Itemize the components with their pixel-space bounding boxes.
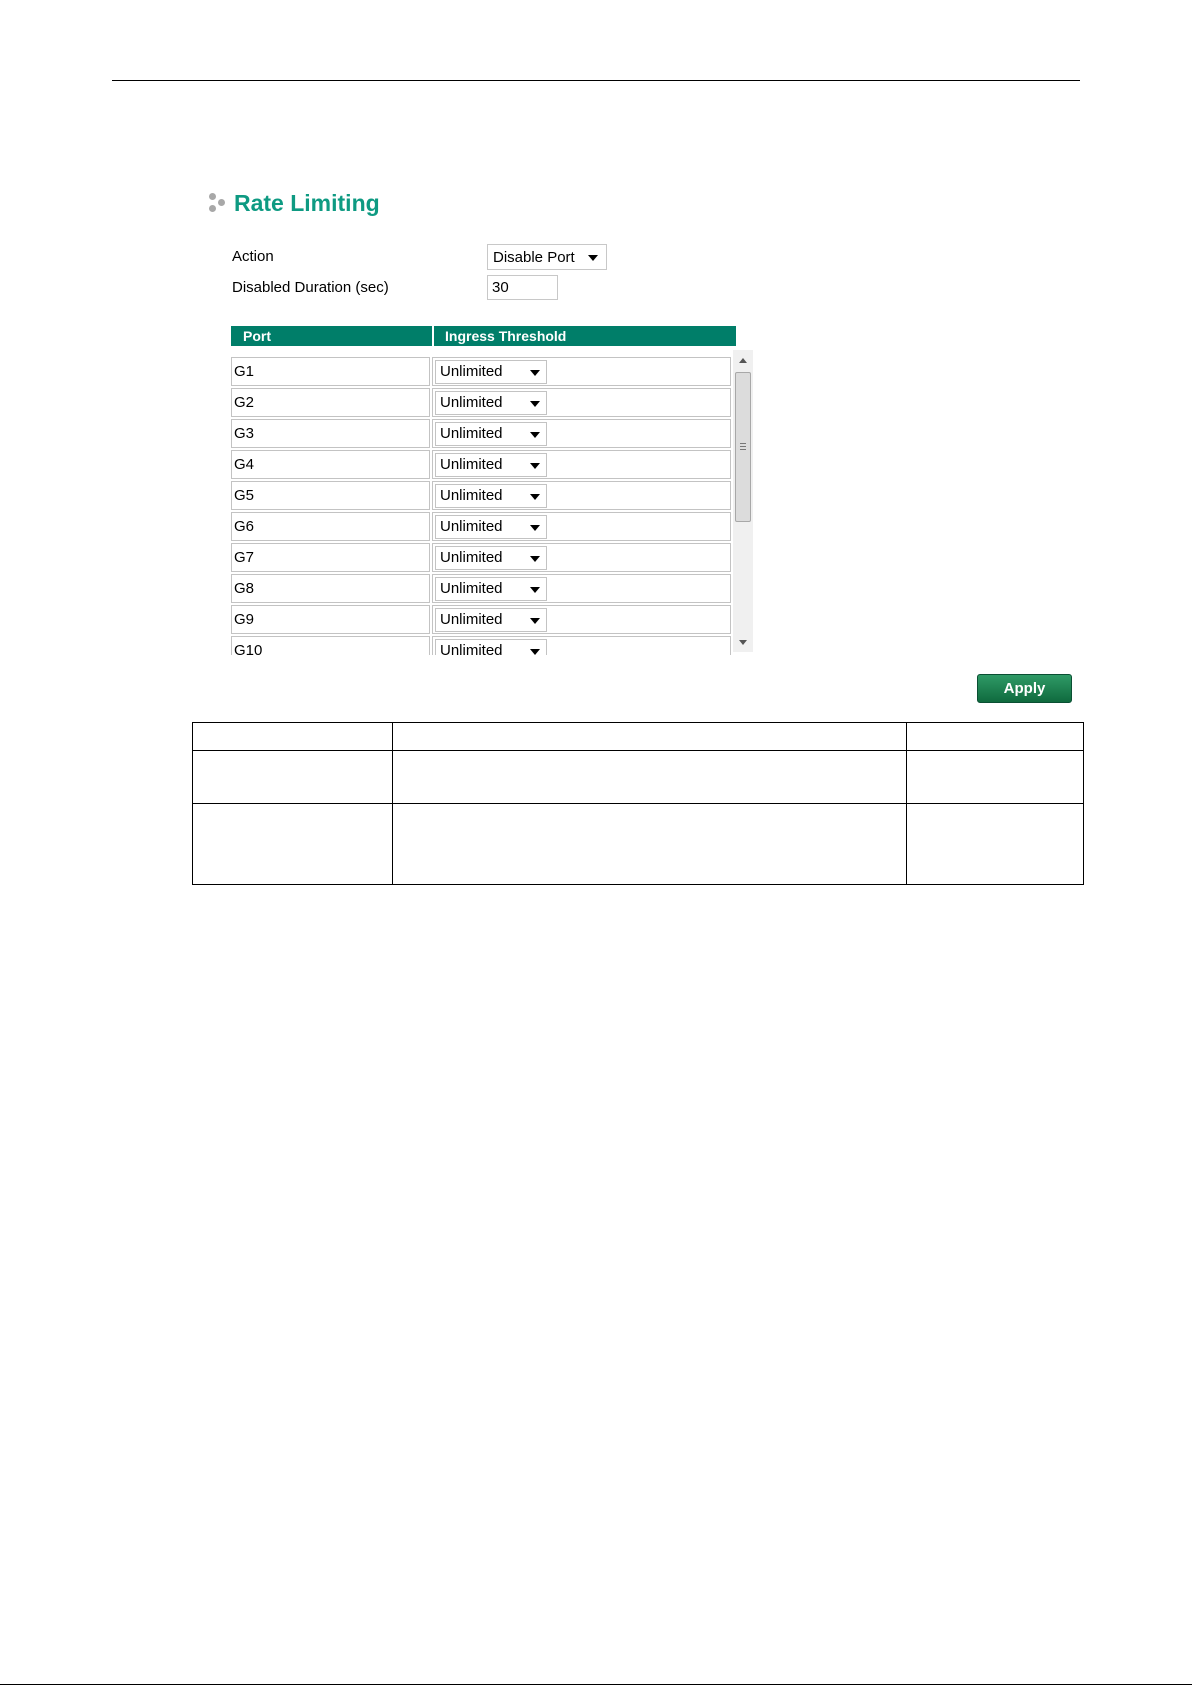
- grid-row: [231, 605, 731, 636]
- header-separator: [432, 326, 434, 346]
- table-cell: [907, 804, 1084, 885]
- port-cell: G9: [231, 605, 430, 634]
- title-dots-icon: [207, 191, 231, 215]
- threshold-cell: [432, 481, 731, 510]
- threshold-select[interactable]: [435, 515, 547, 539]
- grid-row: [231, 419, 731, 450]
- threshold-cell: [432, 636, 731, 655]
- threshold-select[interactable]: [435, 360, 547, 384]
- table-cell: [393, 723, 907, 751]
- action-select-value: Disable Port: [493, 248, 575, 266]
- port-cell: G4: [231, 450, 430, 479]
- panel-header: [207, 186, 380, 220]
- threshold-cell: [432, 388, 731, 417]
- action-select[interactable]: [487, 244, 607, 270]
- grid-row: [231, 574, 731, 605]
- grid-row: [231, 388, 731, 419]
- grid-row: [231, 512, 731, 543]
- threshold-select[interactable]: [435, 546, 547, 570]
- grid-row: [231, 450, 731, 481]
- threshold-select[interactable]: [435, 577, 547, 601]
- grid-scrollbar[interactable]: [733, 350, 753, 652]
- grip-icon: [740, 443, 746, 444]
- port-cell: G7: [231, 543, 430, 572]
- duration-input[interactable]: [487, 275, 558, 300]
- threshold-column-header: Ingress Threshold: [445, 328, 567, 344]
- grid-row: [231, 543, 731, 574]
- threshold-cell: [432, 543, 731, 572]
- chevron-down-icon: [530, 494, 540, 500]
- duration-label: Disabled Duration (sec): [232, 279, 389, 296]
- table-cell: [393, 804, 907, 885]
- threshold-select-value: Unlimited: [440, 518, 503, 535]
- grid-row: [231, 357, 731, 388]
- threshold-select[interactable]: [435, 453, 547, 477]
- threshold-select[interactable]: [435, 484, 547, 508]
- chevron-down-icon: [530, 401, 540, 407]
- threshold-grid[interactable]: [231, 350, 731, 655]
- threshold-select-value: Unlimited: [440, 456, 503, 473]
- port-cell: G3: [231, 419, 430, 448]
- threshold-cell: [432, 357, 731, 386]
- chevron-down-icon: [530, 587, 540, 593]
- grid-row: [231, 481, 731, 512]
- port-cell: G5: [231, 481, 430, 510]
- threshold-cell: [432, 605, 731, 634]
- chevron-down-icon: [530, 370, 540, 376]
- chevron-down-icon: [530, 618, 540, 624]
- port-cell: G2: [231, 388, 430, 417]
- table-cell: [193, 804, 393, 885]
- port-cell: G1: [231, 357, 430, 386]
- threshold-select-value: Unlimited: [440, 425, 503, 442]
- scroll-down-arrow-icon[interactable]: [733, 632, 753, 652]
- chevron-down-icon: [530, 463, 540, 469]
- grid-row: [231, 636, 731, 655]
- threshold-select-value: Unlimited: [440, 487, 503, 504]
- threshold-select-value: Unlimited: [440, 642, 503, 655]
- duration-input-value: 30: [492, 279, 509, 296]
- threshold-cell: [432, 574, 731, 603]
- chevron-down-icon: [530, 556, 540, 562]
- table-cell: [193, 751, 393, 804]
- chevron-down-icon: [588, 255, 598, 261]
- threshold-select-value: Unlimited: [440, 549, 503, 566]
- scrollbar-thumb[interactable]: [735, 372, 751, 522]
- port-cell: G8: [231, 574, 430, 603]
- chevron-down-icon: [530, 432, 540, 438]
- table-row: [193, 804, 1084, 885]
- threshold-select-value: Unlimited: [440, 394, 503, 411]
- port-column-header: Port: [243, 328, 271, 344]
- threshold-select[interactable]: [435, 391, 547, 415]
- threshold-select[interactable]: [435, 422, 547, 446]
- table-cell: [193, 723, 393, 751]
- action-label: Action: [232, 248, 274, 265]
- apply-button[interactable]: Apply: [977, 674, 1072, 703]
- threshold-select-value: Unlimited: [440, 580, 503, 597]
- page-title: Rate Limiting: [234, 189, 380, 216]
- table-cell: [393, 751, 907, 804]
- port-cell: G10: [231, 636, 430, 655]
- table-row: [193, 723, 1084, 751]
- table-cell: [907, 723, 1084, 751]
- threshold-select[interactable]: [435, 639, 547, 655]
- threshold-cell: [432, 450, 731, 479]
- chevron-down-icon: [530, 649, 540, 655]
- chevron-down-icon: [530, 525, 540, 531]
- threshold-select-value: Unlimited: [440, 611, 503, 628]
- threshold-select-value: Unlimited: [440, 363, 503, 380]
- parameter-table: [192, 722, 1084, 885]
- table-cell: [907, 751, 1084, 804]
- port-cell: G6: [231, 512, 430, 541]
- threshold-cell: [432, 419, 731, 448]
- page-top-rule: [112, 80, 1080, 81]
- threshold-cell: [432, 512, 731, 541]
- table-row: [193, 751, 1084, 804]
- scroll-up-arrow-icon[interactable]: [733, 350, 753, 370]
- grid-header: [231, 326, 736, 346]
- threshold-select[interactable]: [435, 608, 547, 632]
